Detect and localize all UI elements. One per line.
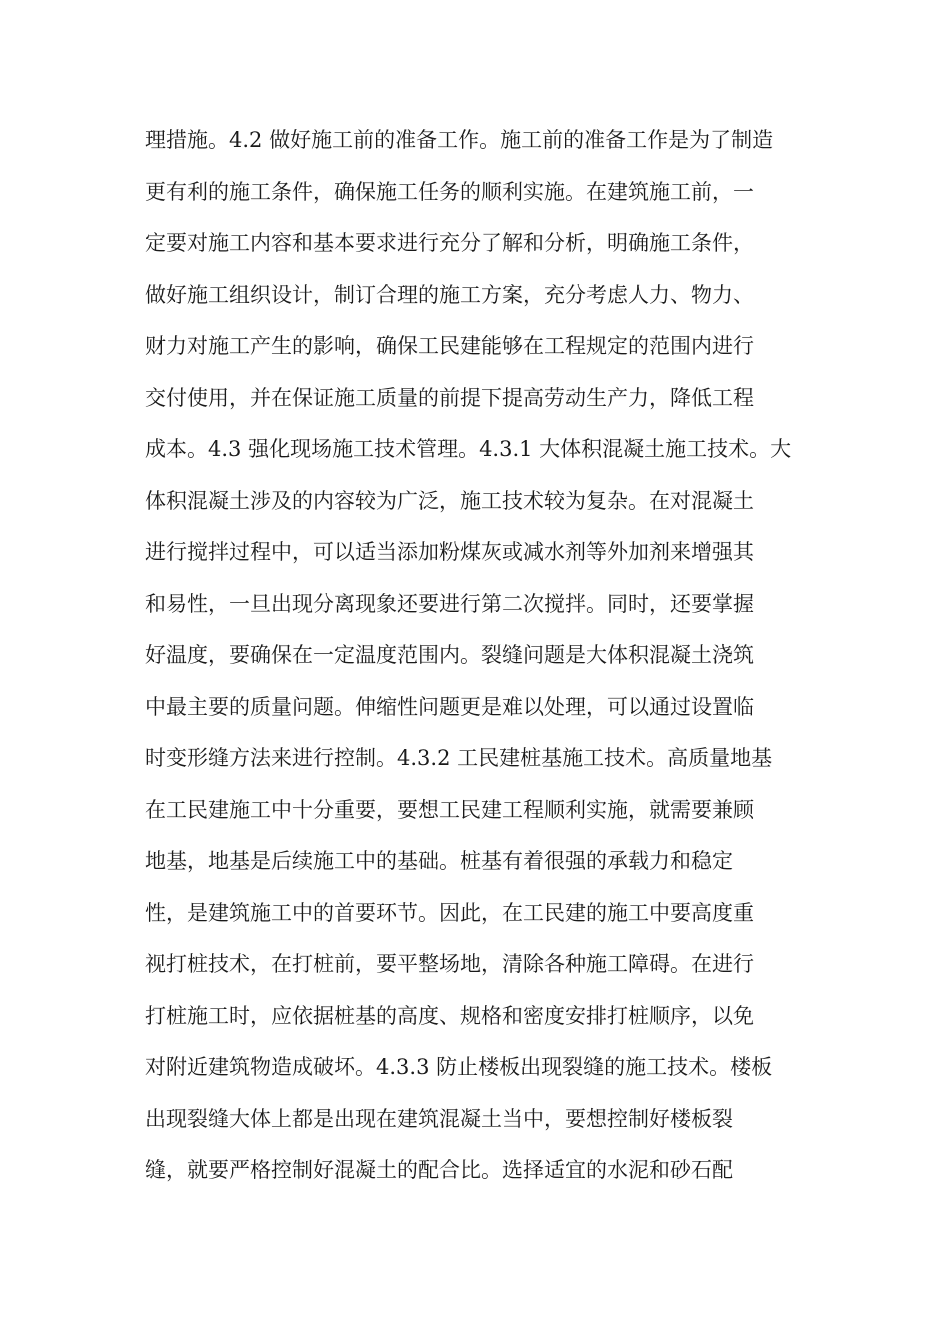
text-line: 定要对施工内容和基本要求进行充分了解和分析，明确施工条件， xyxy=(145,231,754,255)
text-line: 财力对施工产生的影响，确保工民建能够在工程规定的范围内进行 xyxy=(145,334,754,358)
text-line: 进行搅拌过程中，可以适当添加粉煤灰或减水剂等外加剂来增强其 xyxy=(145,540,754,564)
text-line: 性，是建筑施工中的首要环节。因此，在工民建的施工中要高度重 xyxy=(145,900,754,925)
text-line: 和易性，一旦出现分离现象还要进行第二次搅拌。同时，还要掌握 xyxy=(145,591,754,616)
text-line: 好温度，要确保在一定温度范围内。裂缝问题是大体积混凝土浇筑 xyxy=(145,643,754,667)
text-line: 缝，就要严格控制好混凝土的配合比。选择适宜的水泥和砂石配 xyxy=(145,1158,733,1182)
text-line: 对附近建筑物造成破坏。4.3.3 防止楼板出现裂缝的施工技术。楼板 xyxy=(145,1055,773,1079)
text-line: 成本。4.3 强化现场施工技术管理。4.3.1 大体积混凝土施工技术。大 xyxy=(145,437,792,461)
text-line: 更有利的施工条件，确保施工任务的顺利实施。在建筑施工前，一 xyxy=(145,179,754,204)
text-line: 地基，地基是后续施工中的基础。桩基有着很强的承载力和稳定 xyxy=(145,849,733,873)
text-line: 中最主要的质量问题。伸缩性问题更是难以处理，可以通过设置临 xyxy=(145,694,754,719)
text-line: 在工民建施工中十分重要，要想工民建工程顺利实施，就需要兼顾 xyxy=(145,797,754,822)
text-line: 体积混凝土涉及的内容较为广泛，施工技术较为复杂。在对混凝土 xyxy=(145,488,754,513)
text-line: 做好施工组织设计，制订合理的施工方案，充分考虑人力、物力、 xyxy=(145,282,754,307)
text-line: 理措施。4.2 做好施工前的准备工作。施工前的准备工作是为了制造 xyxy=(145,128,774,152)
text-line: 交付使用，并在保证施工质量的前提下提高劳动生产力，降低工程 xyxy=(145,385,754,410)
text-line: 视打桩技术，在打桩前，要平整场地，清除各种施工障碍。在进行 xyxy=(145,952,754,976)
text-line: 打桩施工时，应依据桩基的高度、规格和密度安排打桩顺序，以免 xyxy=(145,1003,754,1028)
text-line: 时变形缝方法来进行控制。4.3.2 工民建桩基施工技术。高质量地基 xyxy=(145,746,773,770)
text-line: 出现裂缝大体上都是出现在建筑混凝土当中，要想控制好楼板裂 xyxy=(145,1106,733,1131)
body-paragraph xyxy=(145,118,825,1200)
